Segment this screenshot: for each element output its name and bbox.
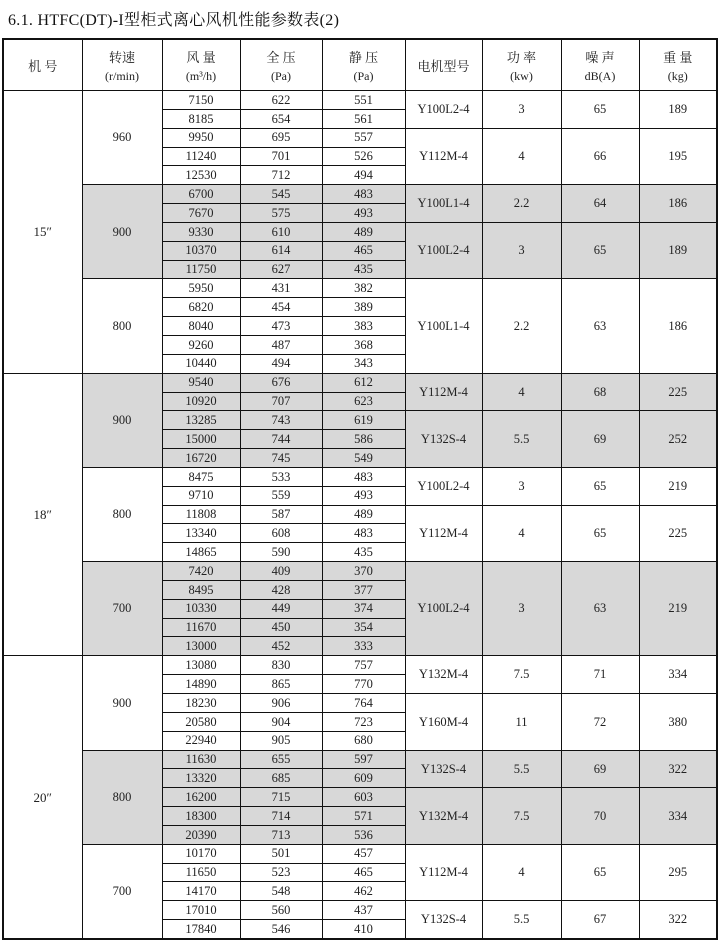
static-pressure-cell: 493: [322, 204, 405, 223]
header-machine-no-label: 机 号: [28, 58, 58, 74]
total-pressure-cell: 676: [240, 373, 322, 392]
weight-cell: 334: [639, 656, 717, 694]
air-volume-cell: 8495: [162, 580, 240, 599]
static-pressure-cell: 557: [322, 128, 405, 147]
static-pressure-cell: 435: [322, 260, 405, 279]
air-volume-cell: 16720: [162, 449, 240, 468]
weight-cell: 322: [639, 750, 717, 788]
motor-model-cell: Y112M-4: [405, 128, 482, 185]
noise-cell: 65: [561, 505, 639, 562]
static-pressure-cell: 370: [322, 562, 405, 581]
static-pressure-cell: 435: [322, 543, 405, 562]
header-noise-label: 噪 声: [585, 49, 615, 65]
total-pressure-cell: 409: [240, 562, 322, 581]
air-volume-cell: 11808: [162, 505, 240, 524]
static-pressure-cell: 609: [322, 769, 405, 788]
noise-cell: 66: [561, 128, 639, 185]
total-pressure-cell: 449: [240, 599, 322, 618]
total-pressure-cell: 533: [240, 467, 322, 486]
static-pressure-cell: 493: [322, 486, 405, 505]
noise-cell: 65: [561, 467, 639, 505]
total-pressure-cell: 428: [240, 580, 322, 599]
static-pressure-cell: 483: [322, 467, 405, 486]
weight-cell: 219: [639, 562, 717, 656]
speed-cell: 800: [82, 750, 162, 844]
weight-cell: 195: [639, 128, 717, 185]
header-motor-model: [405, 39, 482, 91]
static-pressure-cell: 483: [322, 524, 405, 543]
total-pressure-cell: 655: [240, 750, 322, 769]
table-row: [3, 467, 717, 486]
header-air-volume-unit: (m³/h): [185, 68, 217, 83]
air-volume-cell: 15000: [162, 430, 240, 449]
total-pressure-cell: 714: [240, 807, 322, 826]
noise-cell: 65: [561, 222, 639, 279]
static-pressure-cell: 586: [322, 430, 405, 449]
air-volume-cell: 11630: [162, 750, 240, 769]
static-pressure-cell: 465: [322, 241, 405, 260]
speed-cell: 960: [82, 91, 162, 185]
header-total-pressure-label: 全 压: [266, 49, 296, 65]
air-volume-cell: 13320: [162, 769, 240, 788]
power-cell: 4: [482, 373, 561, 411]
power-cell: 7.5: [482, 788, 561, 845]
total-pressure-cell: 431: [240, 279, 322, 298]
air-volume-cell: 13285: [162, 411, 240, 430]
fan-performance-table: [2, 38, 718, 940]
static-pressure-cell: 457: [322, 844, 405, 863]
total-pressure-cell: 587: [240, 505, 322, 524]
total-pressure-cell: 450: [240, 618, 322, 637]
header-weight-label: 重 量: [663, 49, 693, 65]
static-pressure-cell: 483: [322, 185, 405, 204]
air-volume-cell: 12530: [162, 166, 240, 185]
air-volume-cell: 11650: [162, 863, 240, 882]
motor-model-cell: Y100L1-4: [405, 185, 482, 223]
noise-cell: 63: [561, 279, 639, 373]
total-pressure-cell: 546: [240, 920, 322, 939]
power-cell: 4: [482, 128, 561, 185]
power-cell: 2.2: [482, 279, 561, 373]
total-pressure-cell: 865: [240, 675, 322, 694]
total-pressure-cell: 575: [240, 204, 322, 223]
static-pressure-cell: 551: [322, 91, 405, 110]
motor-model-cell: Y100L2-4: [405, 467, 482, 505]
total-pressure-cell: 654: [240, 109, 322, 128]
total-pressure-cell: 487: [240, 335, 322, 354]
total-pressure-cell: 701: [240, 147, 322, 166]
air-volume-cell: 6820: [162, 298, 240, 317]
motor-model-cell: Y112M-4: [405, 373, 482, 411]
air-volume-cell: 14890: [162, 675, 240, 694]
air-volume-cell: 9540: [162, 373, 240, 392]
weight-cell: 219: [639, 467, 717, 505]
weight-cell: 322: [639, 901, 717, 939]
static-pressure-cell: 489: [322, 222, 405, 241]
header-static-pressure-label: 静 压: [348, 49, 379, 65]
total-pressure-cell: 745: [240, 449, 322, 468]
air-volume-cell: 10370: [162, 241, 240, 260]
air-volume-cell: 11670: [162, 618, 240, 637]
static-pressure-cell: 382: [322, 279, 405, 298]
air-volume-cell: 7670: [162, 204, 240, 223]
total-pressure-cell: 590: [240, 543, 322, 562]
machine-cell: 20″: [3, 656, 82, 939]
header-noise-unit: dB(A): [584, 68, 616, 83]
static-pressure-cell: 383: [322, 317, 405, 336]
power-cell: 2.2: [482, 185, 561, 223]
air-volume-cell: 7150: [162, 91, 240, 110]
static-pressure-cell: 571: [322, 807, 405, 826]
motor-model-cell: Y160M-4: [405, 694, 482, 751]
header-power-label: 功 率: [506, 49, 537, 65]
power-cell: 4: [482, 844, 561, 901]
weight-cell: 189: [639, 222, 717, 279]
motor-model-cell: Y100L2-4: [405, 222, 482, 279]
motor-model-cell: Y132S-4: [405, 750, 482, 788]
static-pressure-cell: 494: [322, 166, 405, 185]
header-speed: [82, 39, 162, 91]
weight-cell: 189: [639, 91, 717, 129]
total-pressure-cell: 610: [240, 222, 322, 241]
header-row: [3, 39, 717, 91]
air-volume-cell: 20580: [162, 712, 240, 731]
air-volume-cell: 20390: [162, 825, 240, 844]
table-row: [3, 844, 717, 863]
total-pressure-cell: 743: [240, 411, 322, 430]
static-pressure-cell: 612: [322, 373, 405, 392]
static-pressure-cell: 597: [322, 750, 405, 769]
total-pressure-cell: 906: [240, 694, 322, 713]
power-cell: 5.5: [482, 411, 561, 468]
motor-model-cell: Y100L2-4: [405, 562, 482, 656]
total-pressure-cell: 904: [240, 712, 322, 731]
static-pressure-cell: 410: [322, 920, 405, 939]
static-pressure-cell: 536: [322, 825, 405, 844]
total-pressure-cell: 715: [240, 788, 322, 807]
total-pressure-cell: 685: [240, 769, 322, 788]
total-pressure-cell: 548: [240, 882, 322, 901]
noise-cell: 69: [561, 750, 639, 788]
air-volume-cell: 8040: [162, 317, 240, 336]
total-pressure-cell: 830: [240, 656, 322, 675]
table-row: [3, 373, 717, 392]
static-pressure-cell: 603: [322, 788, 405, 807]
header-total-pressure: [240, 39, 322, 91]
header-weight-unit: (kg): [667, 68, 688, 83]
air-volume-cell: 10920: [162, 392, 240, 411]
speed-cell: 800: [82, 279, 162, 373]
header-air-volume: [162, 39, 240, 91]
header-noise: [561, 39, 639, 91]
noise-cell: 69: [561, 411, 639, 468]
motor-model-cell: Y100L1-4: [405, 279, 482, 373]
total-pressure-cell: 614: [240, 241, 322, 260]
air-volume-cell: 9950: [162, 128, 240, 147]
static-pressure-cell: 462: [322, 882, 405, 901]
header-air-volume-label: 风 量: [186, 49, 216, 65]
static-pressure-cell: 333: [322, 637, 405, 656]
air-volume-cell: 18230: [162, 694, 240, 713]
header-total-pressure-unit: (Pa): [271, 68, 291, 83]
noise-cell: 64: [561, 185, 639, 223]
static-pressure-cell: 623: [322, 392, 405, 411]
table-row: [3, 562, 717, 581]
static-pressure-cell: 374: [322, 599, 405, 618]
header-static-pressure-unit: (Pa): [353, 68, 374, 83]
weight-cell: 380: [639, 694, 717, 751]
noise-cell: 71: [561, 656, 639, 694]
air-volume-cell: 8185: [162, 109, 240, 128]
static-pressure-cell: 489: [322, 505, 405, 524]
power-cell: 7.5: [482, 656, 561, 694]
air-volume-cell: 11240: [162, 147, 240, 166]
static-pressure-cell: 526: [322, 147, 405, 166]
motor-model-cell: Y132M-4: [405, 788, 482, 845]
air-volume-cell: 14170: [162, 882, 240, 901]
total-pressure-cell: 695: [240, 128, 322, 147]
air-volume-cell: 13080: [162, 656, 240, 675]
static-pressure-cell: 389: [322, 298, 405, 317]
static-pressure-cell: 723: [322, 712, 405, 731]
air-volume-cell: 13340: [162, 524, 240, 543]
header-speed-label: 转速: [108, 49, 135, 65]
header-weight: [639, 39, 717, 91]
air-volume-cell: 10330: [162, 599, 240, 618]
table-row: [3, 656, 717, 675]
total-pressure-cell: 627: [240, 260, 322, 279]
total-pressure-cell: 713: [240, 825, 322, 844]
page-title: 6.1. HTFC(DT)-I型柜式离心风机性能参数表(2): [8, 12, 340, 29]
motor-model-cell: Y112M-4: [405, 844, 482, 901]
static-pressure-cell: 465: [322, 863, 405, 882]
speed-cell: 900: [82, 185, 162, 279]
speed-cell: 800: [82, 467, 162, 561]
header-power-unit: (kw): [510, 68, 533, 83]
speed-cell: 900: [82, 373, 162, 467]
total-pressure-cell: 608: [240, 524, 322, 543]
noise-cell: 68: [561, 373, 639, 411]
air-volume-cell: 9260: [162, 335, 240, 354]
header-speed-unit: (r/min): [105, 68, 139, 83]
weight-cell: 252: [639, 411, 717, 468]
total-pressure-cell: 560: [240, 901, 322, 920]
noise-cell: 72: [561, 694, 639, 751]
air-volume-cell: 10440: [162, 354, 240, 373]
air-volume-cell: 18300: [162, 807, 240, 826]
static-pressure-cell: 343: [322, 354, 405, 373]
weight-cell: 186: [639, 279, 717, 373]
static-pressure-cell: 437: [322, 901, 405, 920]
weight-cell: 186: [639, 185, 717, 223]
power-cell: 3: [482, 562, 561, 656]
machine-cell: 18″: [3, 373, 82, 656]
air-volume-cell: 17010: [162, 901, 240, 920]
air-volume-cell: 9330: [162, 222, 240, 241]
power-cell: 5.5: [482, 901, 561, 939]
air-volume-cell: 17840: [162, 920, 240, 939]
weight-cell: 295: [639, 844, 717, 901]
total-pressure-cell: 707: [240, 392, 322, 411]
header-motor-model-label: 电机型号: [417, 58, 470, 74]
motor-model-cell: Y132M-4: [405, 656, 482, 694]
speed-cell: 900: [82, 656, 162, 750]
motor-model-cell: Y112M-4: [405, 505, 482, 562]
static-pressure-cell: 764: [322, 694, 405, 713]
noise-cell: 65: [561, 91, 639, 129]
total-pressure-cell: 454: [240, 298, 322, 317]
air-volume-cell: 9710: [162, 486, 240, 505]
total-pressure-cell: 494: [240, 354, 322, 373]
noise-cell: 67: [561, 901, 639, 939]
air-volume-cell: 14865: [162, 543, 240, 562]
total-pressure-cell: 501: [240, 844, 322, 863]
static-pressure-cell: 619: [322, 411, 405, 430]
air-volume-cell: 5950: [162, 279, 240, 298]
total-pressure-cell: 523: [240, 863, 322, 882]
total-pressure-cell: 622: [240, 91, 322, 110]
power-cell: 5.5: [482, 750, 561, 788]
static-pressure-cell: 757: [322, 656, 405, 675]
air-volume-cell: 22940: [162, 731, 240, 750]
static-pressure-cell: 377: [322, 580, 405, 599]
table-row: [3, 185, 717, 204]
static-pressure-cell: 561: [322, 109, 405, 128]
noise-cell: 70: [561, 788, 639, 845]
motor-model-cell: Y100L2-4: [405, 91, 482, 129]
air-volume-cell: 8475: [162, 467, 240, 486]
noise-cell: 65: [561, 844, 639, 901]
air-volume-cell: 7420: [162, 562, 240, 581]
total-pressure-cell: 712: [240, 166, 322, 185]
air-volume-cell: 13000: [162, 637, 240, 656]
weight-cell: 334: [639, 788, 717, 845]
motor-model-cell: Y132S-4: [405, 901, 482, 939]
static-pressure-cell: 770: [322, 675, 405, 694]
static-pressure-cell: 680: [322, 731, 405, 750]
air-volume-cell: 16200: [162, 788, 240, 807]
machine-cell: 15″: [3, 91, 82, 374]
total-pressure-cell: 905: [240, 731, 322, 750]
static-pressure-cell: 549: [322, 449, 405, 468]
power-cell: 3: [482, 467, 561, 505]
total-pressure-cell: 473: [240, 317, 322, 336]
table-row: [3, 279, 717, 298]
static-pressure-cell: 354: [322, 618, 405, 637]
total-pressure-cell: 559: [240, 486, 322, 505]
total-pressure-cell: 452: [240, 637, 322, 656]
air-volume-cell: 10170: [162, 844, 240, 863]
header-static-pressure: [322, 39, 405, 91]
noise-cell: 63: [561, 562, 639, 656]
weight-cell: 225: [639, 505, 717, 562]
header-power: [482, 39, 561, 91]
power-cell: 11: [482, 694, 561, 751]
table-body: [3, 91, 717, 939]
speed-cell: 700: [82, 844, 162, 939]
power-cell: 4: [482, 505, 561, 562]
motor-model-cell: Y132S-4: [405, 411, 482, 468]
air-volume-cell: 11750: [162, 260, 240, 279]
static-pressure-cell: 368: [322, 335, 405, 354]
weight-cell: 225: [639, 373, 717, 411]
table-row: [3, 750, 717, 769]
total-pressure-cell: 744: [240, 430, 322, 449]
total-pressure-cell: 545: [240, 185, 322, 204]
table-header: [3, 39, 717, 91]
speed-cell: 700: [82, 562, 162, 656]
power-cell: 3: [482, 222, 561, 279]
air-volume-cell: 6700: [162, 185, 240, 204]
power-cell: 3: [482, 91, 561, 129]
table-row: [3, 91, 717, 110]
header-machine-no: [3, 39, 82, 91]
